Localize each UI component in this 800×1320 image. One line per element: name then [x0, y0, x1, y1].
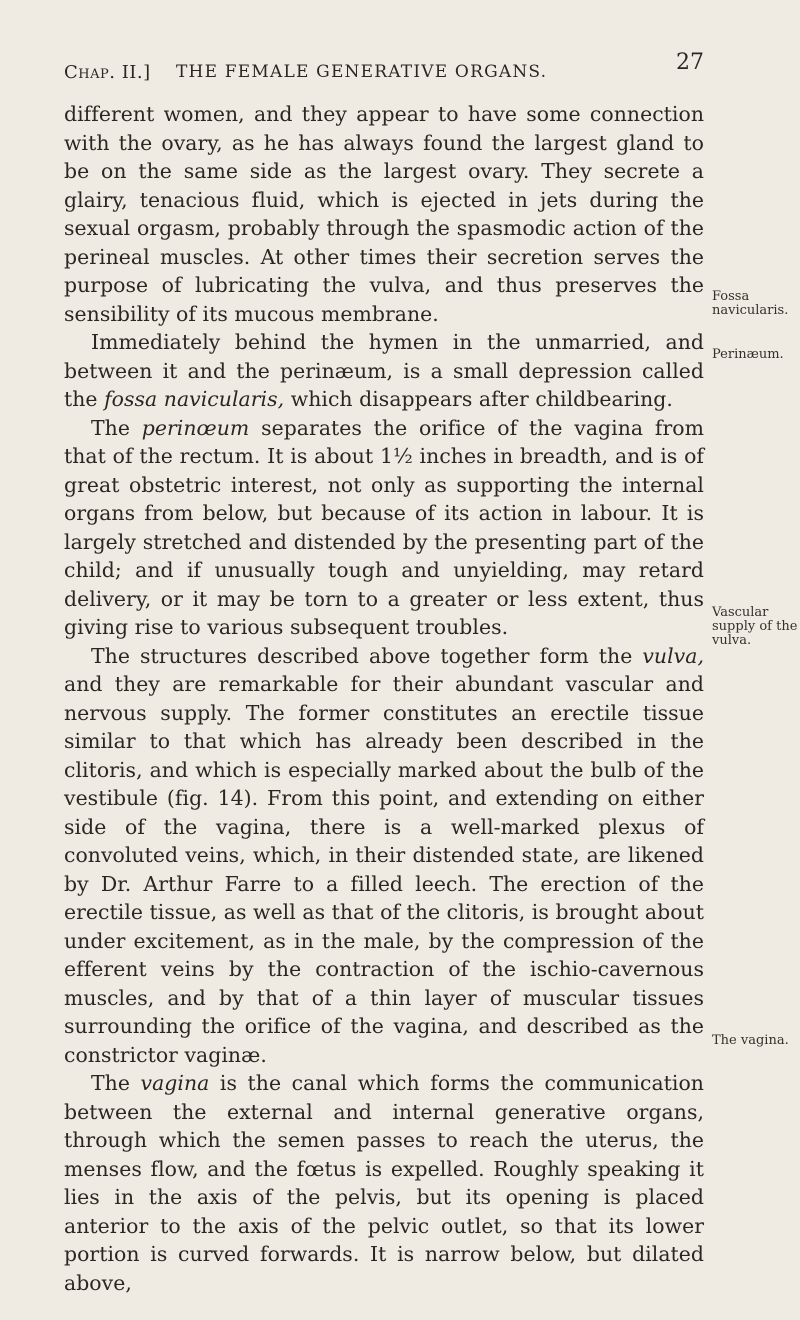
paragraph-text: different women, and they appear to have some connection with the ovary, as he has always found the largest gland to be on the same side as the largest ovary. They secrete a glairy, tenacious fluid, which is ejected in jets during the sexual orgasm, probably through the spasmodic action of the perineal muscles. At other times their secretion serves the purpose of lubricating the vulva, and thus preserves the sensibility of its mucous membrane. — [64, 102, 704, 326]
body-text — [64, 100, 704, 1297]
paragraph-text: and they are remarkable for their abundant vascular and nervous supply. The former constitutes an erectile tissue similar to that which has already been described in the clitoris, and which is especially marked about the bulb of the vestibule (fig. 14). From this point, and extending on either side of the vagina, there is a well-marked plexus of convoluted veins, which, in their distended state, are likened by Dr. Arthur Farre to a filled leech. The erection of the erectile tissue, as well as that of the clitoris, is brought about under excitement, as in the male, by the compression of the efferent veins by the contraction of the ischio-cavernous muscles, and by that of a thin layer of muscular tissues surrounding the orifice of the vagina, and described as the constrictor vaginæ. — [64, 672, 704, 1067]
page-number: 27 — [676, 50, 704, 75]
term-vulva: vulva, — [642, 643, 704, 668]
running-title: THE FEMALE GENERATIVE ORGANS. — [176, 62, 548, 82]
paragraph-text: The — [91, 1071, 141, 1095]
term-perinaeum: perinœum — [141, 415, 250, 440]
paragraph-ovary-glands — [64, 100, 704, 328]
paragraph-perinaeum — [64, 414, 704, 642]
margin-note-fossa-navicularis: Fossa navicularis. — [712, 289, 789, 318]
paragraph-text: which disappears after childbearing. — [284, 387, 673, 411]
paragraph-vagina — [64, 1069, 704, 1297]
chapter-label: Chap. II.] — [64, 62, 151, 83]
paragraph-vulva — [64, 642, 704, 1070]
paragraph-fossa-navicularis — [64, 328, 704, 414]
paragraph-text: The — [91, 415, 142, 440]
paragraph-text: The structures described above together form the — [91, 643, 643, 668]
margin-note-vagina: The vagina. — [712, 1033, 789, 1048]
term-vagina: vagina — [140, 1071, 210, 1095]
paragraph-text: Immediately behind the hymen in the unmarried, and between it and the perinæum, is a small depression called the — [64, 330, 704, 411]
margin-note-perinaeum: Perinæum. — [712, 347, 784, 362]
paragraph-text: is the canal which forms the communication between the external and internal generative organs, through which the semen passes to reach the uterus, the menses flow, and the fœtus is expelled. Roughly speaking it lies in the axis of the pelvis, but its opening is placed anterior to the axis of the pelvic outlet, so that its lower portion is curved forwards. It is narrow below, but dilated above, — [64, 1071, 704, 1295]
running-header — [64, 50, 704, 86]
term-fossa-navicularis: fossa navicularis, — [104, 387, 285, 411]
margin-note-vascular-supply: Vascular supply of the vulva. — [712, 605, 798, 648]
paragraph-text: separates the orifice of the vagina from that of the rectum. It is about 1½ inches in breadth, and is of great obstetric interest, not only as supporting the internal organs from below, but because of its action in labour. It is largely stretched and distended by the presenting part of the child; and if unusually tough and unyielding, may retard delivery, or it may be torn to a greater or less extent, thus giving rise to various subsequent troubles. — [64, 415, 704, 639]
